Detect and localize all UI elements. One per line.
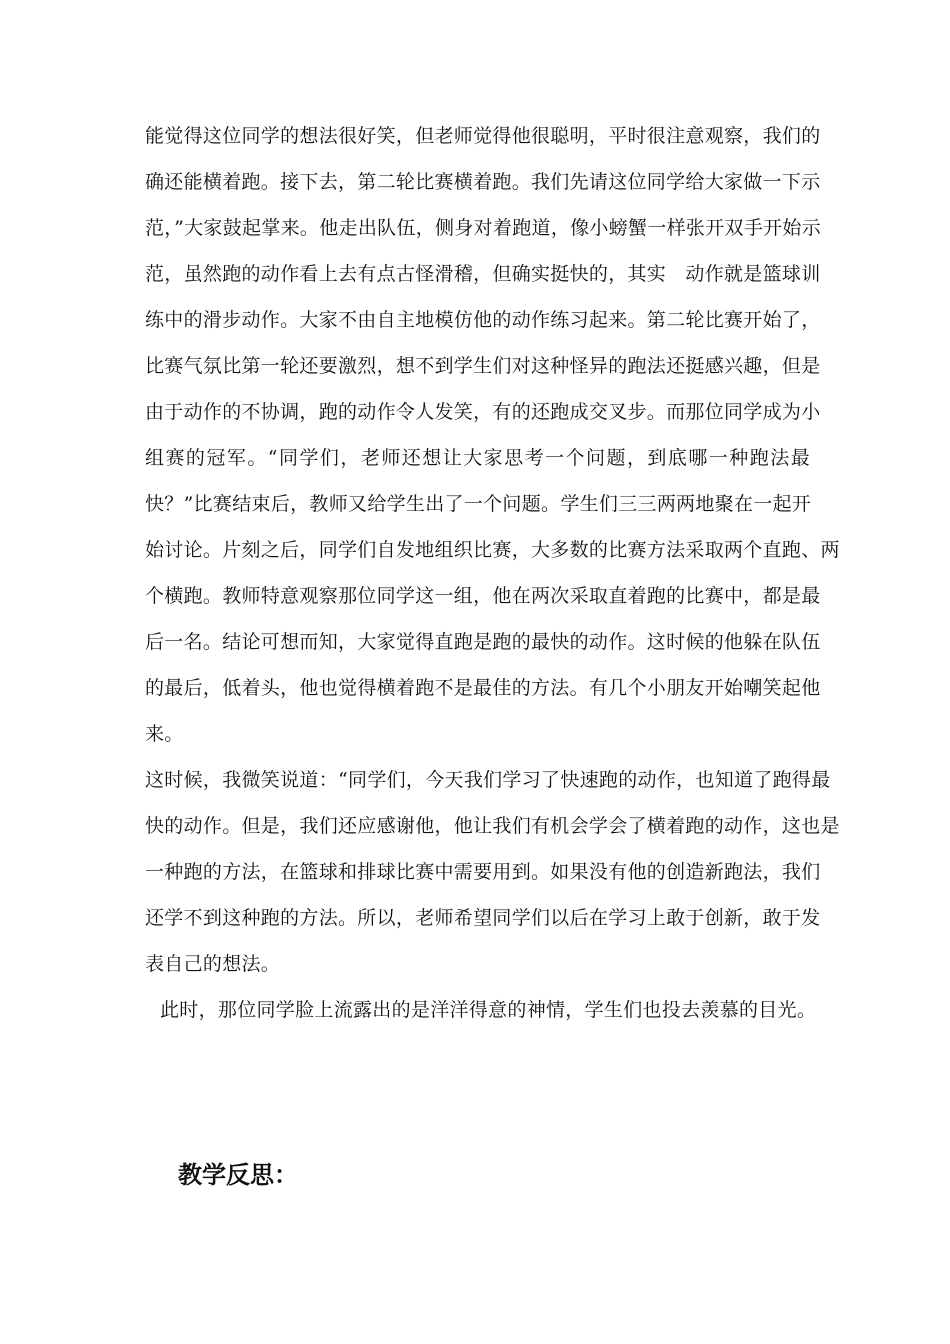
paragraph-line: 练中的滑步动作。大家不由自主地模仿他的动作练习起来。第二轮比赛开始了， <box>145 309 821 331</box>
paragraph-line: 来。 <box>145 723 184 745</box>
paragraph-line: 能觉得这位同学的想法很好笑，但老师觉得他很聪明，平时很注意观察，我们的 <box>145 125 821 147</box>
paragraph-line: 一种跑的方法，在篮球和排球比赛中需要用到。如果没有他的创造新跑法，我们 <box>145 861 821 883</box>
paragraph-line: 还学不到这种跑的方法。所以，老师希望同学们以后在学习上敢于创新，敢于发 <box>145 907 821 929</box>
paragraph-line: 后一名。结论可想而知，大家觉得直跑是跑的最快的动作。这时候的他躲在队伍 <box>145 631 821 653</box>
paragraph-line: 快？”比赛结束后，教师又给学生出了一个问题。学生们三三两两地聚在一起开 <box>145 493 812 515</box>
paragraph-line: 这时候，我微笑说道：“同学们，今天我们学习了快速跑的动作，也知道了跑得最 <box>145 769 831 791</box>
paragraph-line: 范，虽然跑的动作看上去有点古怪滑稽，但确实挺快的，其实 动作就是篮球训 <box>145 263 821 285</box>
paragraph-line: 的最后，低着头，他也觉得横着跑不是最佳的方法。有几个小朋友开始嘲笑起他 <box>145 677 821 699</box>
paragraph-line: 始讨论。片刻之后，同学们自发地组织比赛，大多数的比赛方法采取两个直跑、两 <box>145 539 840 561</box>
paragraph-line: 此时，那位同学脸上流露出的是洋洋得意的神情，学生们也投去羡慕的目光。 <box>160 999 817 1021</box>
paragraph-line: 个横跑。教师特意观察那位同学这一组，他在两次采取直着跑的比赛中，都是最 <box>145 585 821 607</box>
paragraph-line: 比赛气氛比第一轮还要激烈，想不到学生们对这种怪异的跑法还挺感兴趣，但是 <box>145 355 821 377</box>
paragraph-line: 快的动作。但是，我们还应感谢他，他让我们有机会学会了横着跑的动作，这也是 <box>145 815 840 837</box>
paragraph-line: 确还能横着跑。接下去，第二轮比赛横着跑。我们先请这位同学给大家做一下示 <box>145 171 821 193</box>
paragraph-line: 组赛的冠军。“同学们，老师还想让大家思考一个问题，到底哪一种跑法最 <box>145 447 810 469</box>
paragraph-line: 范，”大家鼓起掌来。他走出队伍，侧身对着跑道，像小螃蟹一样张开双手开始示 <box>145 217 822 239</box>
paragraph-line: 由于动作的不协调，跑的动作令人发笑，有的还跑成交叉步。而那位同学成为小 <box>145 401 821 423</box>
section-heading: 教学反思： <box>178 1160 298 1189</box>
paragraph-line: 表自己的想法。 <box>145 953 281 975</box>
